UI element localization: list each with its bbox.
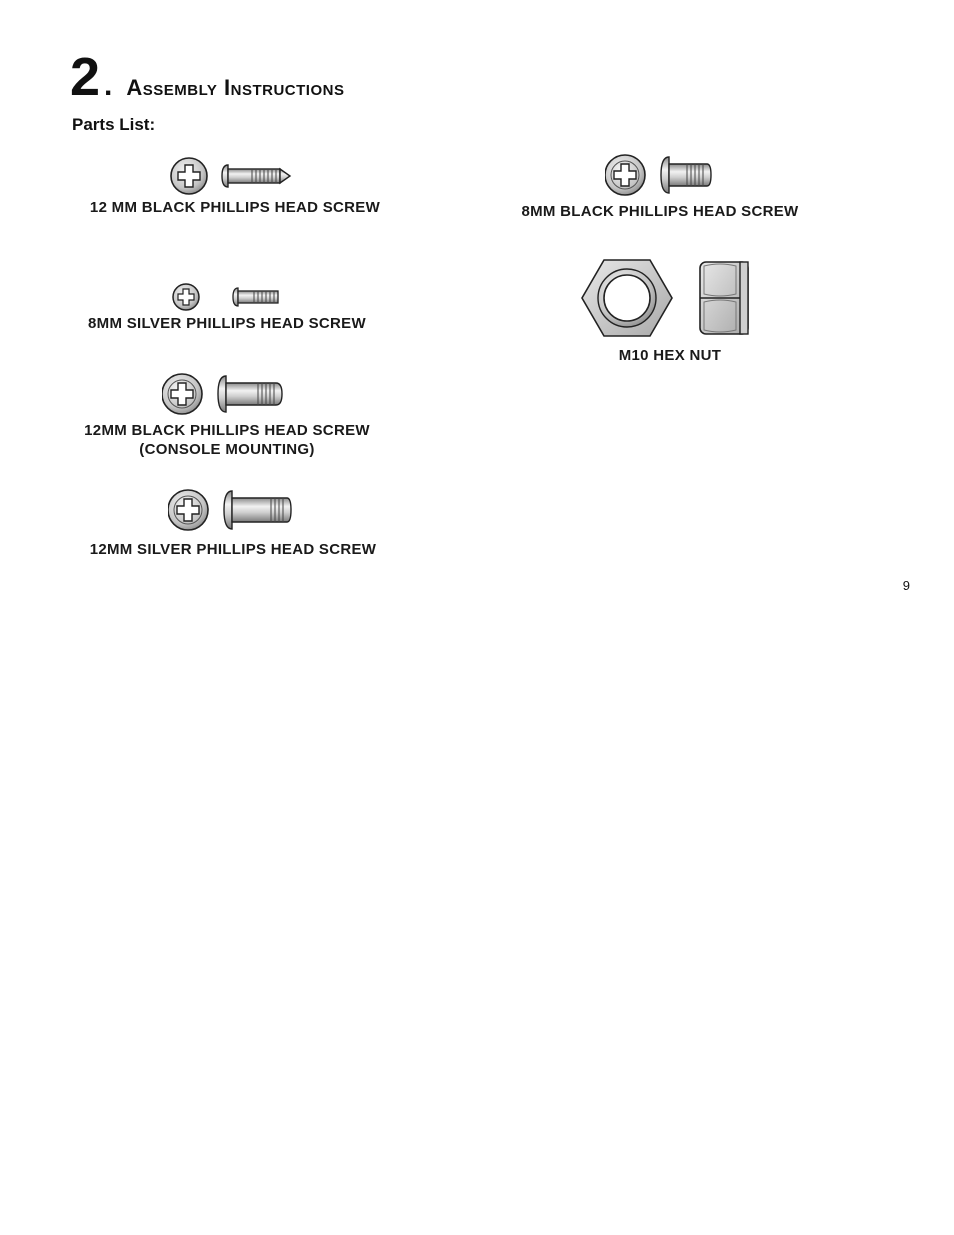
section-title: Assembly Instructions xyxy=(126,75,345,100)
screw-icon xyxy=(170,152,300,198)
part-label: 12MM BLACK PHILLIPS HEAD SCREW xyxy=(84,422,370,439)
part-item xyxy=(58,486,408,559)
screw-icon xyxy=(168,486,298,532)
part-item xyxy=(52,280,402,333)
part-label: 12MM SILVER PHILLIPS HEAD SCREW xyxy=(89,541,377,558)
part-item xyxy=(490,152,830,221)
hex-nut-icon xyxy=(580,258,760,340)
part-label-note: (CONSOLE MOUNTING) xyxy=(139,441,315,458)
section-heading xyxy=(70,46,344,106)
page-number: 9 xyxy=(902,578,910,593)
part-label: 12 MM BLACK PHILLIPS HEAD SCREW xyxy=(89,199,381,216)
screw-icon xyxy=(605,152,715,196)
part-item xyxy=(52,370,402,459)
part-label: 8MM SILVER PHILLIPS HEAD SCREW xyxy=(88,315,366,332)
parts-list-heading: Parts List: xyxy=(72,115,156,134)
part-label: M10 HEX NUT xyxy=(618,347,722,364)
section-number: 2 xyxy=(70,47,102,107)
section-number-dot: . xyxy=(104,69,113,102)
part-item xyxy=(60,152,410,217)
screw-icon xyxy=(172,280,282,314)
part-item xyxy=(540,258,800,365)
screw-icon xyxy=(162,370,292,418)
part-label: 8MM BLACK PHILLIPS HEAD SCREW xyxy=(521,203,799,220)
